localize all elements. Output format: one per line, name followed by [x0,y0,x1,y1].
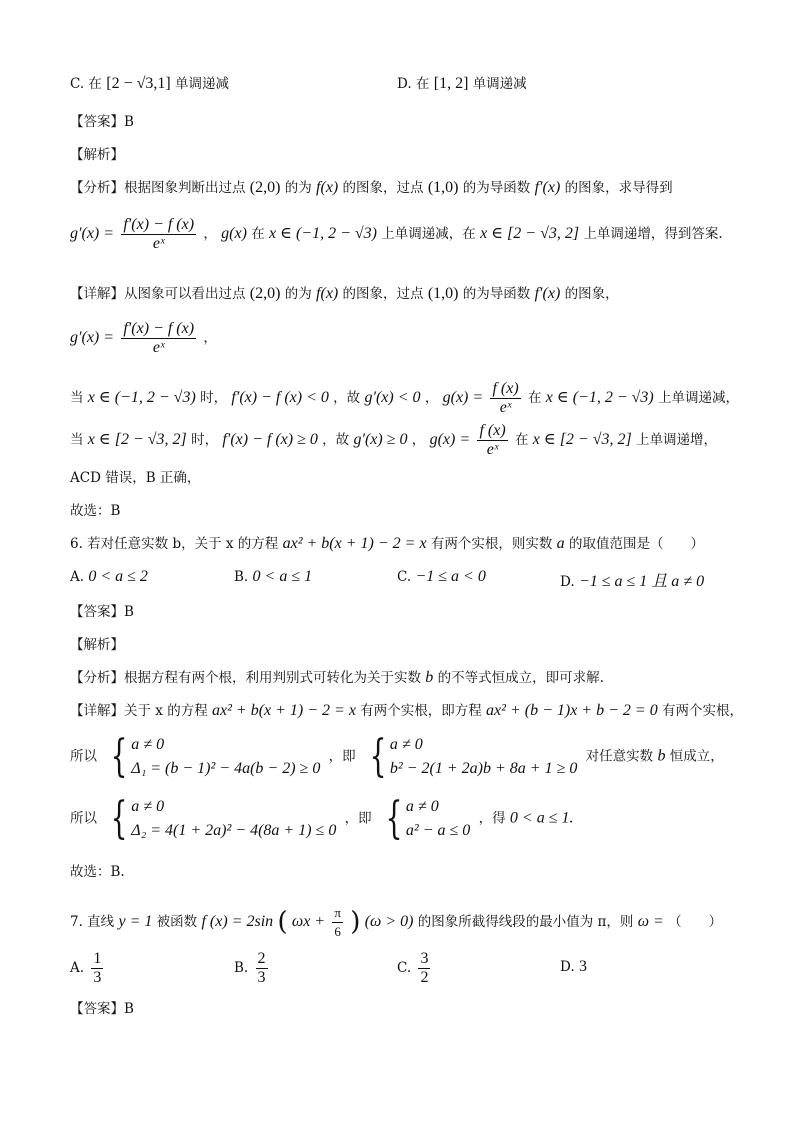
q6-answer: 【答案】B [70,604,134,620]
q7-stem: 7. 直线 y = 1 被函数 f (x) = 2sin ( ωx + $\frac{\pi}{6}$ ) (ω > 0) 的图象所截得线段的最小值为 π，则 ω = （ ） [70,905,723,939]
q6-guxuan: 故选：B. [70,864,125,880]
q6-xiangjie: 【详解】关于 x 的方程 ax² + b(x + 1) − 2 = x 有两个实根，即方程 ax² + (b − 1)x + b − 2 = 0 有两个实根， [70,702,743,719]
q5-derivative-line: g′(x) = $\frac{f'(x) - f (x)}{\text{eˣ}}$ ， g(x) 在 x ∈ (−1, 2 − √3) 上单调递减，在 x ∈ [2 − √3, 2] 上单调递增，得到答案. [70,216,723,252]
q6-system-2: 所以 { a ≠ 0 Δ₂ = 4(1 + 2a)² − 4(8a + 1) ≤ 0 ，即 { a ≠ 0 a² − a ≤ 0 ，得 0 < a ≤ 1. [70,793,574,844]
q6-option-a: A. 0 < a ≤ 2 [70,568,148,585]
q6-stem: 6. 若对任意实数 b，关于 x 的方程 ax² + b(x + 1) − 2 = x 有两个实根，则实数 a 的取值范围是（ ） [70,535,704,552]
q6-option-c: C. −1 ≤ a < 0 [397,568,486,585]
q5-guxuan: 故选：B [70,503,121,519]
q6-option-d: D. −1 ≤ a ≤ 1 且 a ≠ 0 [560,573,705,590]
q5-acd: ACD 错误，B 正确， [70,470,201,486]
q5-when-1: 当 x ∈ (−1, 2 − √3) 时， f′(x) − f (x) < 0 ，故 g′(x) < 0 ， g(x) = $\frac{f (x)}{\text{eˣ}}$ 在 x ∈ (−1, 2 − √3) 上单调递减， [70,380,740,416]
derivative-fraction: $\frac{f'(x) - f (x)}{\text{eˣ}}$ [123,216,195,252]
q5-answer: 【答案】B [70,114,134,130]
q6-fenxi: 【分析】根据方程有两个根，利用判别式可转化为关于实数 b 的不等式恒成立，即可求解. [70,669,604,686]
q7-option-c: C. $\frac{3}{2}$ [397,950,429,986]
option-d: D. 在 [1, 2] 单调递减 [397,75,527,92]
q7-answer: 【答案】B [70,1001,134,1017]
option-c: C. 在 [2 − √3,1] 单调递减 [70,75,229,92]
option-d-math: [1, 2] [433,75,469,92]
q5-analysis-label: 【解析】 [70,147,124,163]
q5-derivative-line-2: g′(x) = $\frac{f'(x) - f (x)}{\text{eˣ}}$ ， [70,320,217,356]
option-c-math: [2 − √3,1] [106,75,171,92]
q5-xiangjie: 【详解】从图象可以看出过点 (2,0) 的为 f(x) 的图象，过点 (1,0) 的为导函数 f′(x) 的图象， [70,285,619,302]
q7-option-d: D. 3 [560,958,587,975]
q7-option-b: B. $\frac{2}{3}$ [234,950,266,986]
q7-option-a: A. $\frac{1}{3}$ [70,950,102,986]
q5-when-2: 当 x ∈ [2 − √3, 2] 时， f′(x) − f (x) ≥ 0 ，故 g′(x) ≥ 0 ， g(x) = $\frac{f (x)}{\text{eˣ}}$ 在 x ∈ [2 − √3, 2] 上单调递增， [70,422,718,458]
q6-system-1: 所以 { a ≠ 0 Δ₁ = (b − 1)² − 4a(b − 2) ≥ 0 ，即 { a ≠ 0 b² − 2(1 + 2a)b + 8a + 1 ≥ 0 对任意实数 b 恒成立， [70,731,724,782]
q6-option-b: B. 0 < a ≤ 1 [234,568,313,585]
q5-fenxi: 【分析】根据图象判断出过点 (2,0) 的为 f(x) 的图象，过点 (1,0) 的为导函数 f′(x) 的图象，求导得到 [70,179,673,196]
q6-analysis-label: 【解析】 [70,637,124,653]
